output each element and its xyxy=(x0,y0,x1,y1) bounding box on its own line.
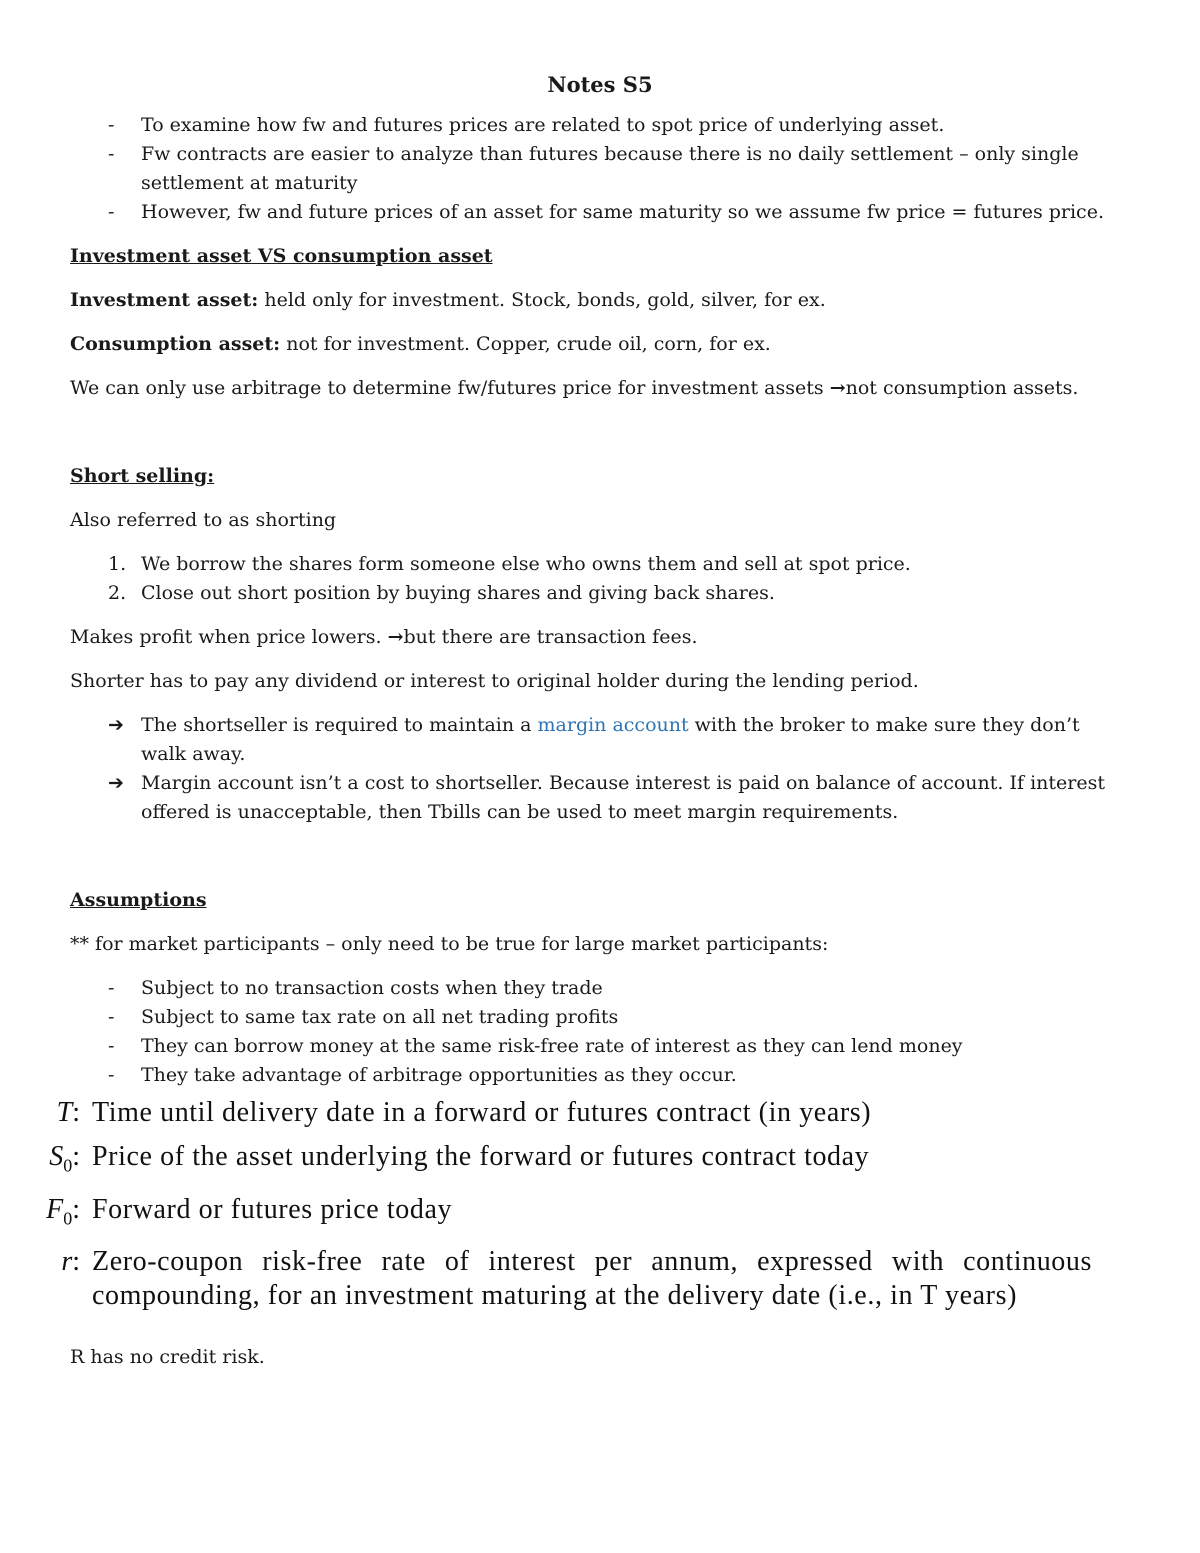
list-item: - Fw contracts are easier to analyze than futures because there is no daily settlement – only single settlement at maturity xyxy=(70,140,1130,198)
list-item: ➔ Margin account isn’t a cost to shortseller. Because interest is paid on balance of account. If interest offered is unacceptable, then Tbills can be used to meet margin requirements. xyxy=(70,769,1130,827)
notation-definitions xyxy=(8,1096,1130,1313)
list-item: - To examine how fw and futures prices are related to spot price of underlying asset. xyxy=(70,111,1130,140)
dash-marker: - xyxy=(108,201,115,223)
dash-marker: - xyxy=(108,1035,115,1057)
list-item: - They take advantage of arbitrage opportunities as they occur. xyxy=(70,1061,1130,1090)
page-title: Notes S5 xyxy=(547,72,653,97)
list-item: 2. Close out short position by buying shares and giving back shares. xyxy=(108,582,775,604)
dividend-note: Shorter has to pay any dividend or interest to original holder during the lending period. xyxy=(70,670,919,692)
profit-note: Makes profit when price lowers. →but there are transaction fees. xyxy=(70,626,698,648)
section-heading-assumptions: Assumptions xyxy=(70,889,207,911)
short-selling-steps xyxy=(70,550,1130,608)
bold-arrow-icon: ➔ xyxy=(108,714,124,736)
section-heading-asset-types: Investment asset VS consumption asset xyxy=(70,245,493,267)
consumption-asset-definition: Consumption asset: not for investment. Copper, crude oil, corn, for ex. xyxy=(70,333,771,355)
dash-marker: - xyxy=(108,1006,115,1028)
right-arrow-icon: → xyxy=(387,626,404,648)
list-item: - Subject to same tax rate on all net trading profits xyxy=(70,1003,1130,1032)
notation-row-S0: $S_0$: Price of the asset underlying the forward or futures contract today xyxy=(49,1141,870,1176)
list-item: 1. We borrow the shares form someone else who owns them and sell at spot price. xyxy=(108,553,911,575)
margin-account-link[interactable]: margin account xyxy=(537,714,689,736)
right-arrow-icon: → xyxy=(829,377,846,399)
dash-marker: - xyxy=(108,977,115,999)
list-item: - Subject to no transaction costs when they trade xyxy=(70,974,1130,1003)
notation-row-F0: $F_0$: Forward or futures price today xyxy=(46,1193,453,1229)
assumptions-list xyxy=(70,974,1130,1090)
closing-note: R has no credit risk. xyxy=(70,1346,265,1369)
assumptions-note: ** for market participants – only need to be true for large market participants: xyxy=(70,933,829,955)
dash-marker: - xyxy=(108,114,115,136)
bold-arrow-icon: ➔ xyxy=(108,772,124,794)
investment-asset-definition: Investment asset: held only for investment. Stock, bonds, gold, silver, for ex. xyxy=(70,289,826,311)
arbitrage-note: We can only use arbitrage to determine fw/futures price for investment assets →not consumption assets. xyxy=(70,377,1079,399)
list-item: - They can borrow money at the same risk-free rate of interest as they can lend money xyxy=(70,1032,1130,1061)
document-page xyxy=(46,72,1130,1372)
margin-arrow-list xyxy=(70,711,1130,827)
list-item: - However, fw and future prices of an asset for same maturity so we assume fw price = futures price. xyxy=(70,198,1130,227)
notation-row-r: r: Zero-coupon risk-free rate of interest per annum, expressed with continuous compounding, for an investment maturing at the delivery date (i.e., in T years) xyxy=(61,1246,1092,1312)
intro-bullet-list xyxy=(70,111,1130,227)
dash-marker: - xyxy=(108,143,115,165)
list-item: ➔ The shortseller is required to maintain a margin account with the broker to make sure they don’t walk away. xyxy=(70,711,1130,769)
section-heading-short-selling: Short selling: xyxy=(70,465,215,487)
dash-marker: - xyxy=(108,1064,115,1086)
notation-row-T: T: Time until delivery date in a forward or futures contract (in years) xyxy=(56,1097,872,1128)
short-selling-alias: Also referred to as shorting xyxy=(70,509,337,531)
